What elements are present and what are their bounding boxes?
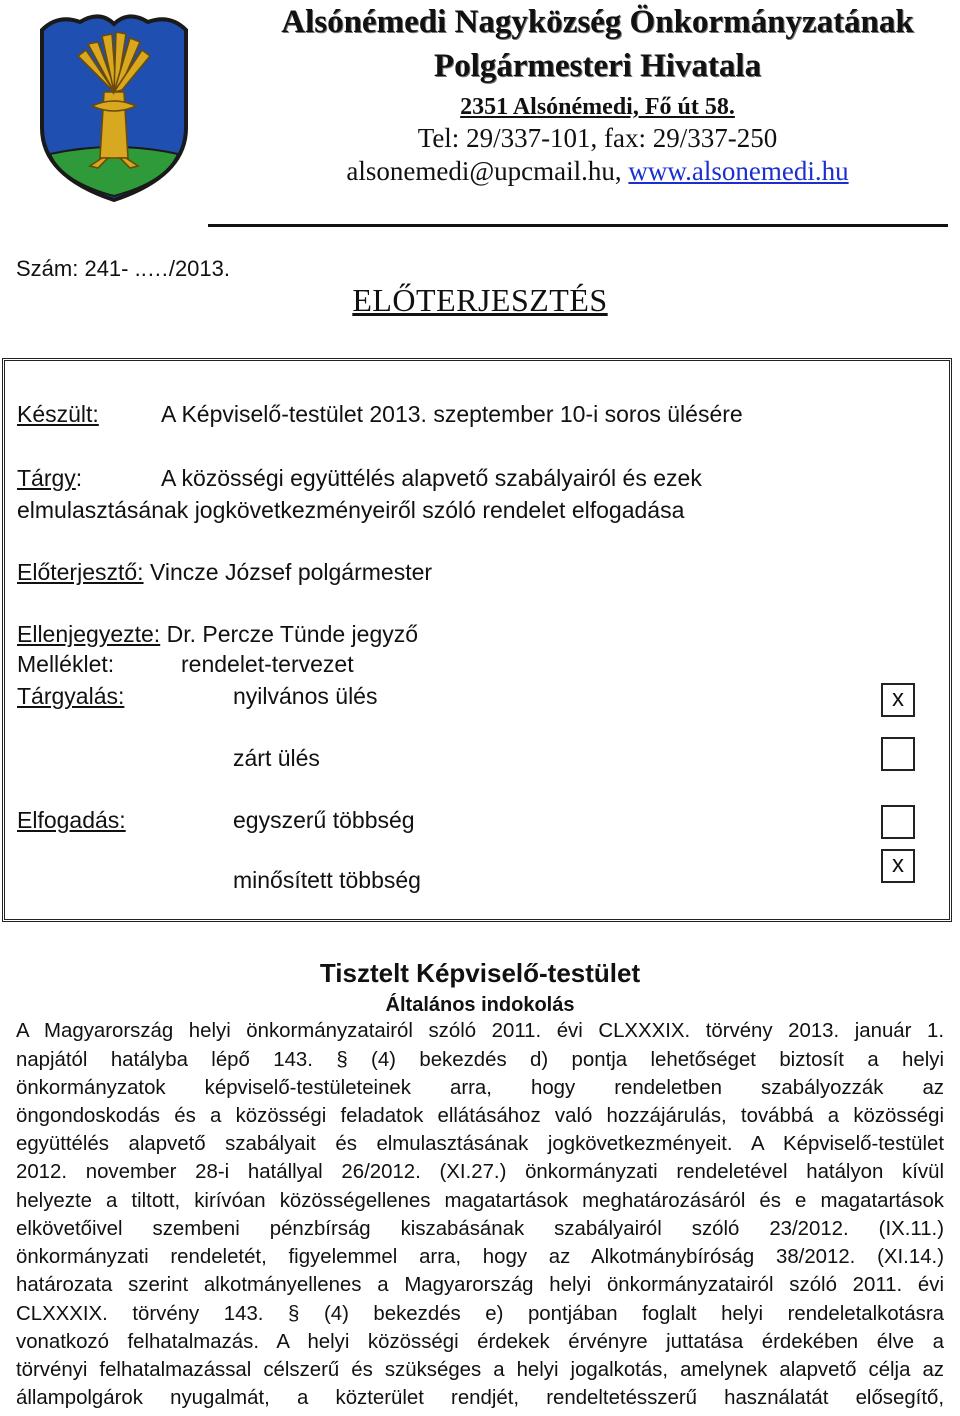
targy-value-line1: A közösségi együttélés alapvető szabályairól és ezek <box>161 465 702 491</box>
body-line: együttélés alapvető szabályait és elmulasztásának jogkövetkezményeit. A Képviselő-testület <box>16 1133 944 1155</box>
checkbox-qualified-majority[interactable]: x <box>881 849 915 883</box>
coat-of-arms-logo <box>28 8 200 204</box>
option-label-public: nyilvános ülés <box>233 683 378 709</box>
salutation-heading: Tisztelt Képviselő-testület <box>319 958 641 988</box>
option-label-qualified-majority: minősített többség <box>233 867 421 893</box>
org-name-line2: Polgármesteri Hivatala <box>433 48 762 84</box>
eloterjeszto-row <box>17 559 432 586</box>
melleklet-label: Melléklet: <box>17 651 115 677</box>
body-line: önkormányzatok képviselő-testületeinek arra, hogy rendeletben szabályozzák az <box>16 1077 944 1099</box>
org-name-line1: Alsónémedi Nagyközség Önkormányzatának <box>281 4 914 40</box>
body-line: törvényi felhatalmazással célszerű és szükséges a helyi jogalkotás, amelynek alapvető célja az <box>16 1359 944 1381</box>
body-line: vonatkozó felhatalmazás. A helyi közösségi érdekek érvényre juttatása érdekében élve a <box>16 1331 944 1353</box>
keszult-value: A Képviselő-testület 2013. szeptember 10-i soros ülésére <box>161 401 743 427</box>
reference-number: Szám: 241- ..…/2013. <box>16 256 230 281</box>
eloterjeszto-value: Vincze József polgármester <box>143 559 433 585</box>
option-label-simple-majority: egyszerű többség <box>233 807 415 833</box>
ellenjegyezte-label: Ellenjegyezte: <box>17 621 161 647</box>
org-phone-fax: Tel: 29/337-101, fax: 29/337-250 <box>417 123 778 153</box>
checkbox-closed-session[interactable] <box>881 737 915 771</box>
body-line: állampolgárok nyugalmát, a közterület rendjét, rendeltetésszerű használatát elősegítő, <box>16 1387 944 1409</box>
body-line: napjától hatályba lépő 143. § (4) bekezdés d) pontja lehetőséget biztosít a helyi <box>16 1049 944 1071</box>
targy-colon: : <box>75 465 83 491</box>
elfogadas-label: Elfogadás: <box>17 807 126 833</box>
proposal-info-box <box>2 358 952 922</box>
keszult-label: Készült: <box>17 401 99 427</box>
website-link[interactable]: www.alsonemedi.hu <box>628 156 849 186</box>
org-contact <box>235 156 960 187</box>
melleklet-value: rendelet-tervezet <box>181 651 354 677</box>
body-line: helyezte a tiltott, kirívóan közösségellenes magatartások meghatározásáról és e magatartások <box>16 1190 944 1212</box>
body-line: önkormányzati rendeletét, figyelemmel arra, hogy az Alkotmánybíróság 38/2012. (XI.14.) <box>16 1246 944 1268</box>
targyalas-label: Tárgyalás: <box>17 683 125 709</box>
body-line: határozata szerint alkotmányellenes a Magyarország helyi önkormányzatairól szóló 2011. évi <box>16 1274 944 1296</box>
body-line: 2012. november 28-i hatállyal 26/2012. (XI.27.) önkormányzati rendeletével hatályon kívül <box>16 1161 944 1183</box>
checkbox-simple-majority[interactable] <box>881 805 915 839</box>
checkbox-public-session[interactable]: x <box>881 683 915 717</box>
targy-value-line2: elmulasztásának jogkövetkezményeiről szóló rendelet elfogadása <box>17 497 685 523</box>
eloterjeszto-label: Előterjesztő: <box>17 559 144 585</box>
section-subtitle: Általános indokolás <box>385 994 575 1016</box>
body-line: öngondoskodás és a közösségi feladatok ellátásához való hozzájárulás, továbbá a közösségi <box>16 1105 944 1127</box>
targy-label <box>17 465 82 492</box>
ellenjegyezte-value: Dr. Percze Tünde jegyző <box>160 621 419 647</box>
option-label-closed: zárt ülés <box>233 745 320 771</box>
org-email: alsonemedi@upcmail.hu, <box>346 156 629 186</box>
targy-label-text: Tárgy <box>17 465 76 491</box>
body-line: elkövetőivel szembeni pénzbírság kiszabásának szabályairól szóló 23/2012. (IX.11.) <box>16 1218 944 1240</box>
org-address: 2351 Alsónémedi, Fő út 58. <box>460 94 735 120</box>
document-title: ELŐTERJESZTÉS <box>352 282 608 318</box>
body-line: A Magyarország helyi önkormányzatairól szóló 2011. évi CLXXXIX. törvény 2013. január 1. <box>16 1020 944 1042</box>
ellenjegyezte-row <box>17 621 418 648</box>
header-divider <box>208 224 948 227</box>
body-line: CLXXXIX. törvény 143. § (4) bekezdés e) pontjában foglalt helyi rendeletalkotásra <box>16 1303 944 1325</box>
